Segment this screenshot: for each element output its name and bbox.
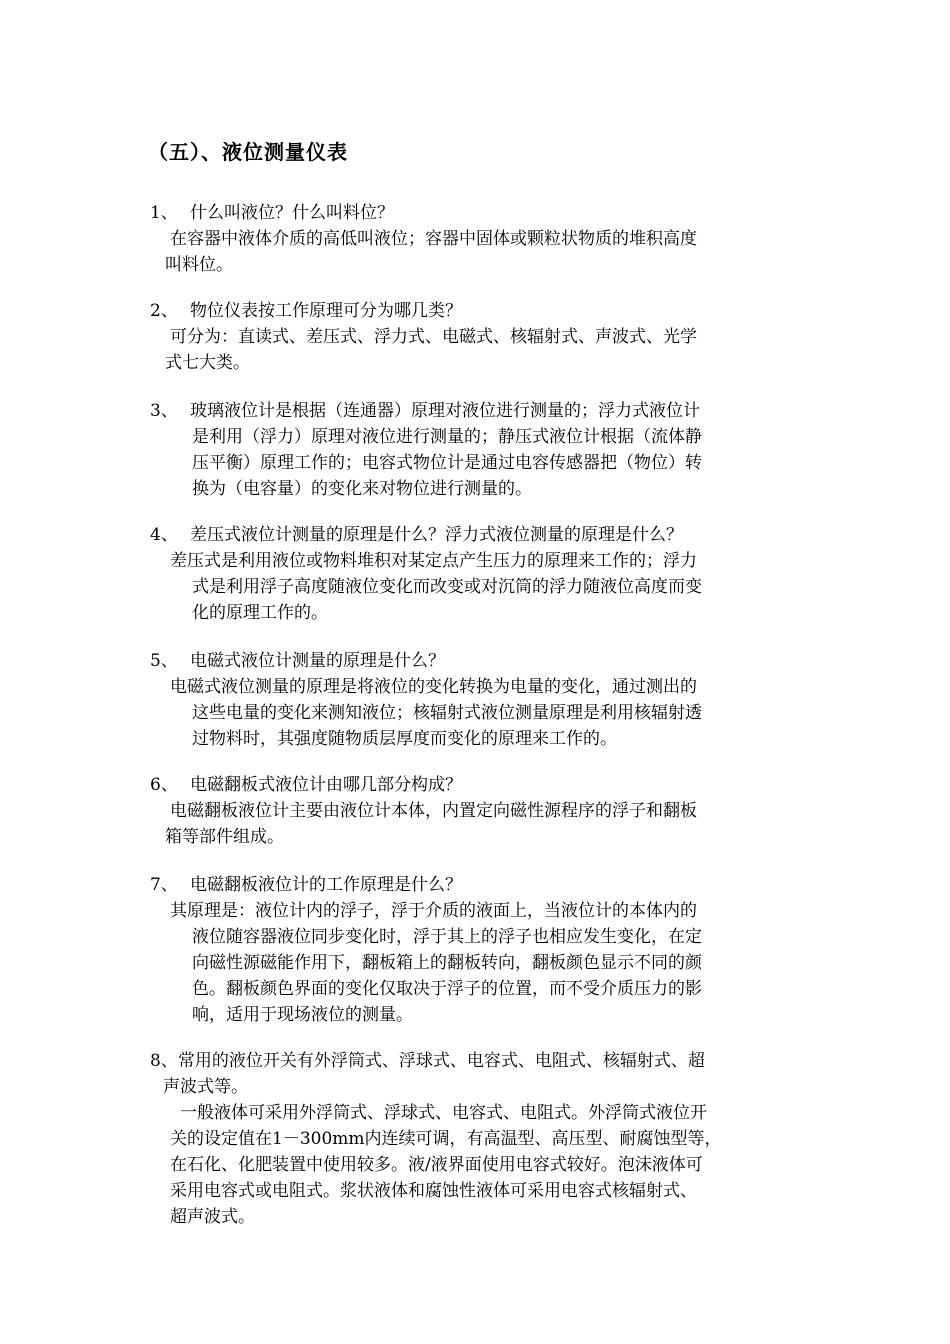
page-title: （五）、液位测量仪表	[148, 140, 348, 164]
q4-answer-line-1: 差压式是利用液位或物料堆积对某定点产生压力的原理来工作的；浮力	[170, 551, 697, 571]
q3-question: 3、 玻璃液位计是根据（连通器）原理对液位进行测量的；浮力式液位计	[150, 398, 700, 424]
q6-answer-line-1: 电磁翻板液位计主要由液位计本体，内置定向磁性源程序的浮子和翻板	[170, 801, 697, 821]
q5-question: 5、 电磁式液位计测量的原理是什么？	[150, 648, 445, 674]
q3-answer-line-3: 换为（电容量）的变化来对物位进行测量的。	[192, 479, 532, 499]
q6-question: 6、 电磁翻板式液位计由哪几部分构成？	[150, 772, 462, 798]
q1-answer-line-2: 叫料位。	[165, 255, 233, 275]
q7-answer-line-4: 色。翻板颜色界面的变化仅取决于浮子的位置，而不受介质压力的影	[192, 979, 702, 999]
q5-number: 5、	[150, 651, 178, 671]
q2-answer-line-1: 可分为：直读式、差压式、浮力式、电磁式、核辐射式、声波式、光学	[170, 327, 697, 347]
q7-answer-line-2: 液位随容器液位同步变化时，浮于其上的浮子也相应发生变化，在定	[192, 927, 702, 947]
q1-question: 1、 什么叫液位？什么叫料位？	[150, 200, 394, 226]
q7-answer-line-5: 响，适用于现场液位的测量。	[192, 1005, 413, 1025]
q4-answer-line-2: 式是利用浮子高度随液位变化而改变或对沉筒的浮力随液位高度而变	[192, 577, 702, 597]
q3-number: 3、	[150, 401, 178, 421]
q2-answer-line-2: 式七大类。	[165, 353, 250, 373]
q2-question: 2、 物位仪表按工作原理可分为哪几类？	[150, 298, 462, 324]
q2-number: 2、	[150, 301, 178, 321]
q5-answer-line-2: 这些电量的变化来测知液位；核辐射式液位测量原理是利用核辐射透	[192, 703, 702, 723]
q4-number: 4、	[150, 525, 178, 545]
q4-question: 4、 差压式液位计测量的原理是什么？浮力式液位测量的原理是什么？	[150, 522, 683, 548]
q8-answer-line-4: 采用电容式或电阻式。浆状液体和腐蚀性液体可采用电容式核辐射式、	[170, 1181, 697, 1201]
q8-line-1: 8、常用的液位开关有外浮筒式、浮球式、电容式、电阻式、核辐射式、超	[150, 1051, 705, 1071]
q7-number: 7、	[150, 875, 178, 895]
q3-answer-line-1: 是利用（浮力）原理对液位进行测量的；静压式液位计根据（流体静	[192, 427, 702, 447]
q7-answer-line-3: 向磁性源磁能作用下，翻板箱上的翻板转向，翻板颜色显示不同的颜	[192, 953, 702, 973]
q4-answer-line-3: 化的原理工作的。	[192, 603, 328, 623]
q5-answer-line-3: 过物料时，其强度随物质层厚度而变化的原理来工作的。	[192, 729, 617, 749]
q1-answer-line-1: 在容器中液体介质的高低叫液位；容器中固体或颗粒状物质的堆积高度	[170, 229, 697, 249]
q3-answer-line-2: 压平衡）原理工作的；电容式物位计是通过电容传感器把（物位）转	[192, 453, 702, 473]
q7-answer-line-1: 其原理是：液位计内的浮子，浮于介质的液面上，当液位计的本体内的	[170, 901, 697, 921]
q8-answer-line-1: 一般液体可采用外浮筒式、浮球式、电容式、电阻式。外浮筒式液位开	[180, 1103, 707, 1123]
q8-answer-line-5: 超声波式。	[170, 1207, 255, 1227]
q1-number: 1、	[150, 203, 178, 223]
q6-number: 6、	[150, 775, 178, 795]
q7-question: 7、 电磁翻板液位计的工作原理是什么？	[150, 872, 462, 898]
q8-answer-line-3: 在石化、化肥装置中使用较多。液/液界面使用电容式较好。泡沫液体可	[170, 1155, 703, 1175]
q8-answer-line-2: 关的设定值在1－300mm内连续可调，有高温型、高压型、耐腐蚀型等，	[170, 1129, 722, 1149]
q6-answer-line-2: 箱等部件组成。	[165, 827, 284, 847]
q5-answer-line-1: 电磁式液位测量的原理是将液位的变化转换为电量的变化，通过测出的	[170, 677, 697, 697]
q8-line-2: 声波式等。	[163, 1077, 248, 1097]
